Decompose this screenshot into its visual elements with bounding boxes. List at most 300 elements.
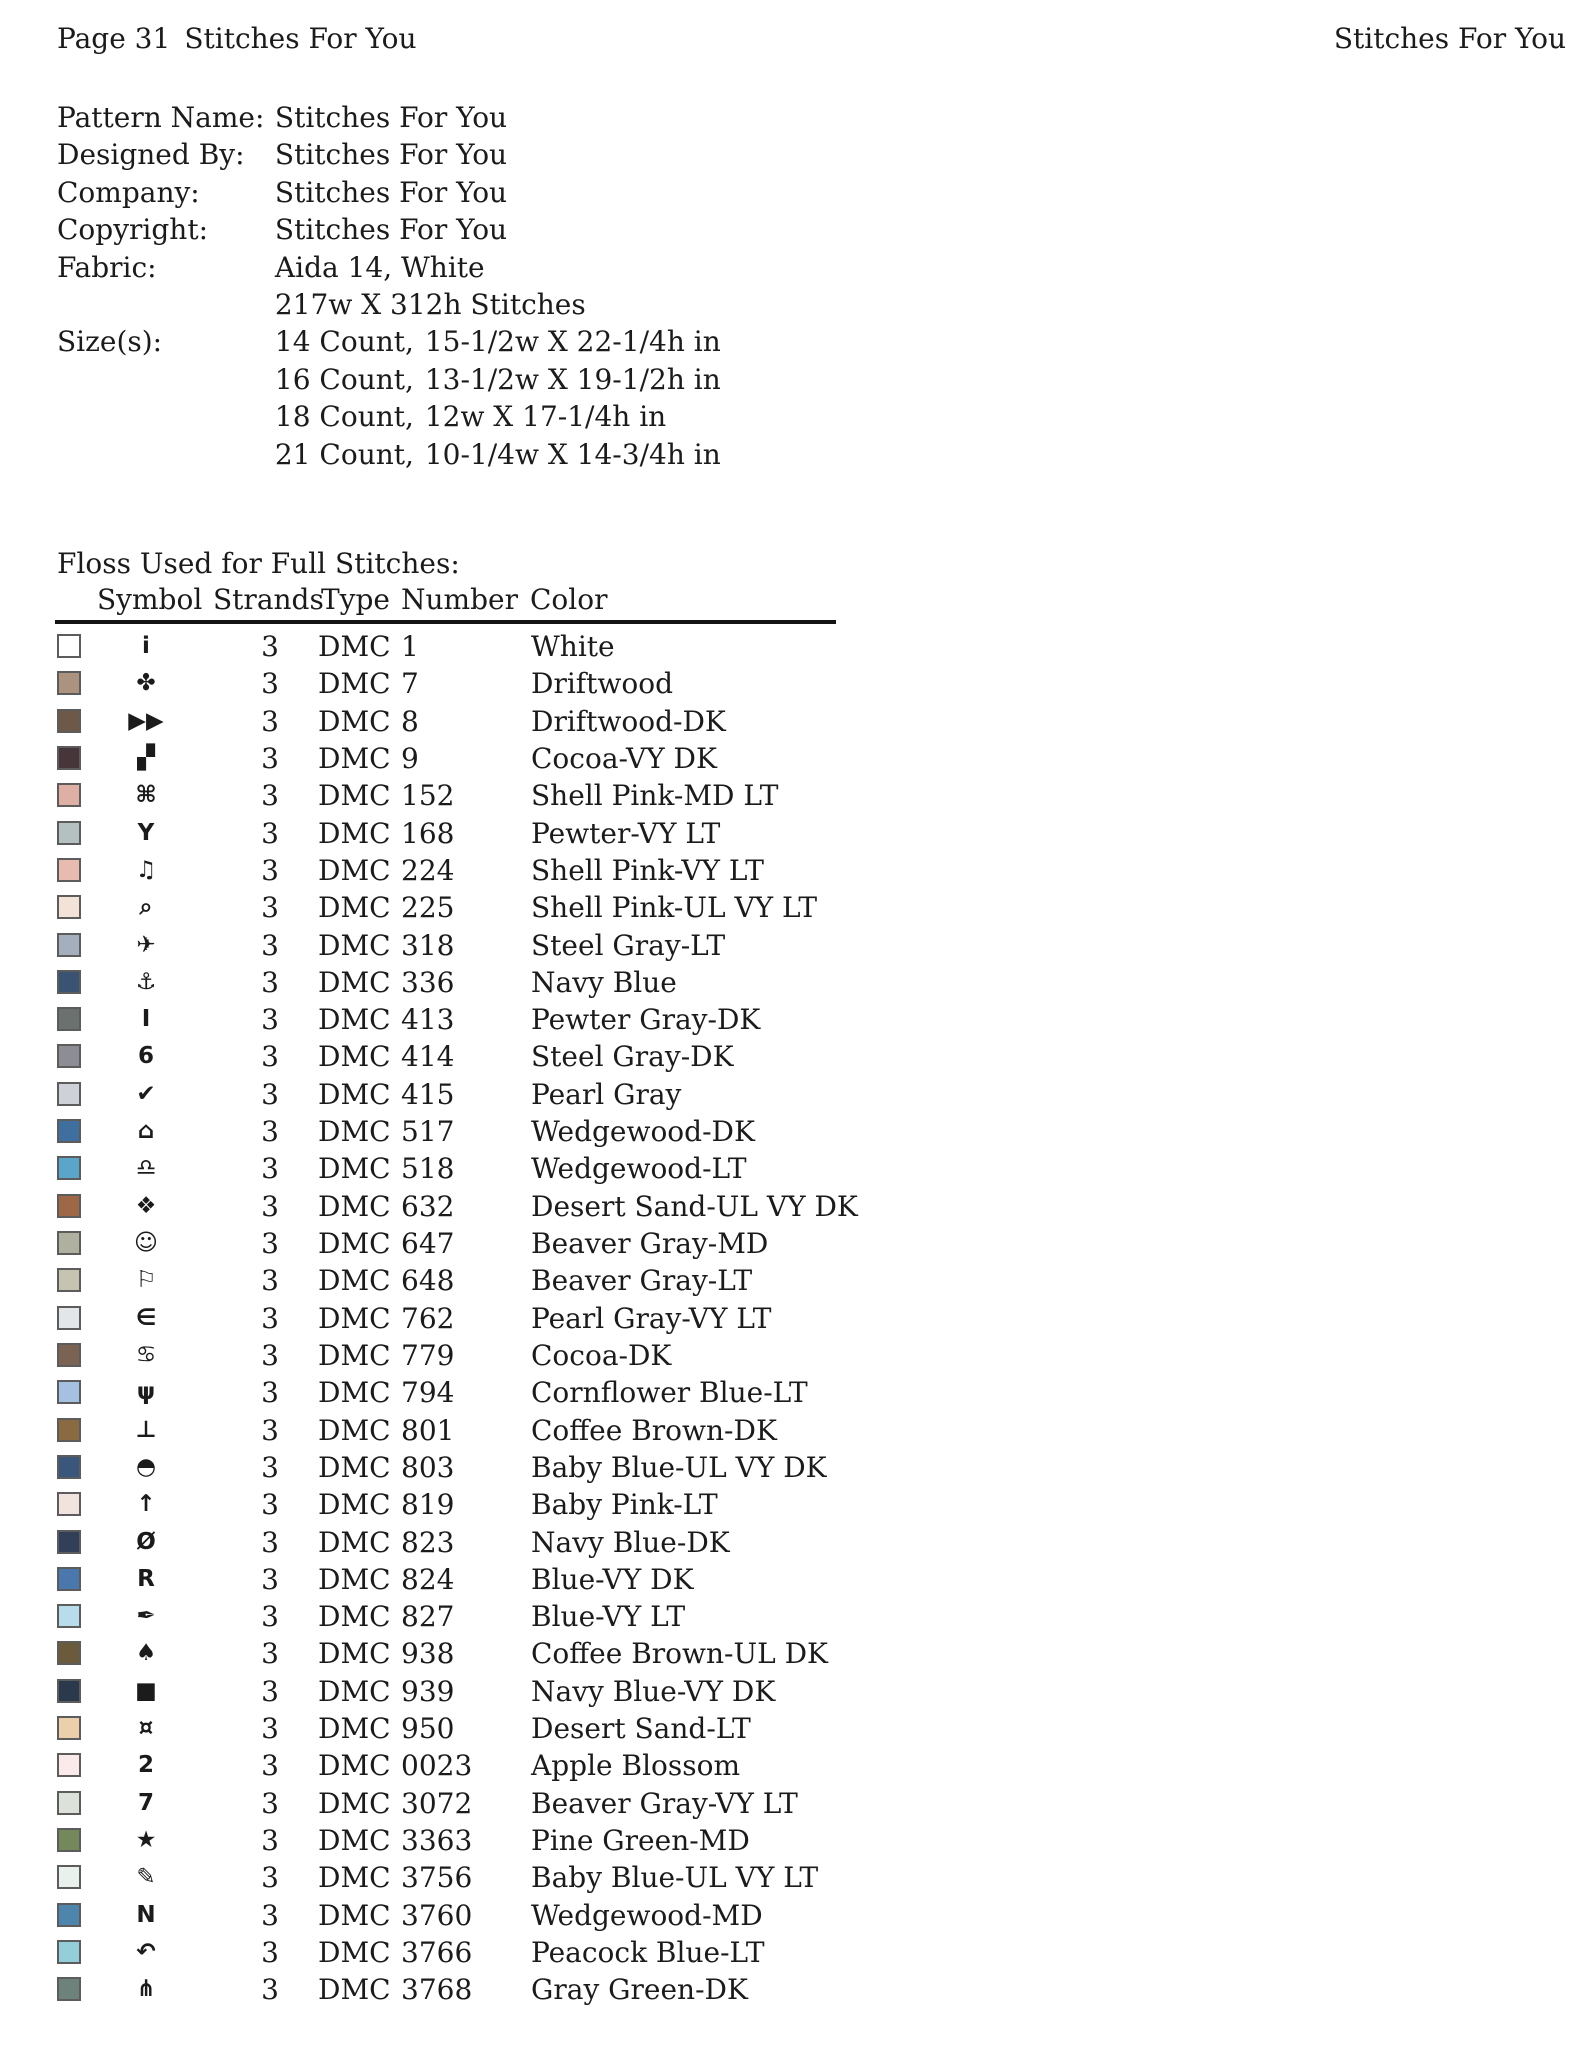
floss-strands-value: 3 — [261, 1935, 279, 1969]
floss-color-name: Desert Sand-LT — [531, 1712, 751, 1746]
floss-row — [0, 1934, 1588, 1971]
stitch-symbol: ◓ — [135, 1453, 157, 1480]
floss-color-name: Navy Blue-DK — [531, 1525, 730, 1559]
floss-color-swatch — [57, 821, 81, 845]
floss-strands-value: 3 — [261, 891, 279, 925]
stitch-symbol: ⋔ — [136, 1976, 156, 2003]
floss-color-swatch — [57, 1156, 81, 1180]
floss-color-name: White — [531, 630, 615, 663]
floss-strands-value: 3 — [261, 1152, 279, 1186]
pattern-size-row — [57, 361, 721, 398]
floss-strands-value: 3 — [261, 1898, 279, 1932]
column-header-number: Number — [401, 583, 518, 616]
floss-row — [0, 1337, 1588, 1374]
floss-color-name: Steel Gray-DK — [531, 1040, 734, 1074]
floss-type-value: DMC — [318, 1264, 391, 1298]
stitch-symbol: ❖ — [135, 1192, 157, 1219]
floss-strands-value: 3 — [261, 1786, 279, 1820]
floss-color-swatch — [57, 783, 81, 807]
floss-number-value: 336 — [401, 965, 455, 999]
floss-strands-value: 3 — [261, 741, 279, 775]
floss-type-value: DMC — [318, 1861, 391, 1895]
floss-row — [0, 1486, 1588, 1523]
stitch-symbol: ⌂ — [137, 1118, 155, 1145]
floss-strands-value: 3 — [261, 928, 279, 962]
floss-color-name: Shell Pink-MD LT — [531, 779, 779, 813]
floss-color-name: Wedgewood-MD — [531, 1898, 763, 1932]
floss-color-swatch — [57, 1082, 81, 1106]
floss-color-name: Wedgewood-DK — [531, 1115, 755, 1149]
floss-number-value: 415 — [401, 1077, 455, 1111]
pattern-info-rows — [57, 99, 721, 323]
floss-row — [0, 628, 1588, 665]
floss-type-value: DMC — [318, 1824, 391, 1857]
floss-row — [0, 815, 1588, 852]
floss-number-value: 779 — [401, 1338, 455, 1372]
stitch-symbol: ⊥ — [135, 1416, 157, 1443]
floss-type-value: DMC — [318, 1600, 391, 1634]
floss-color-swatch — [57, 1044, 81, 1068]
floss-color-swatch — [57, 970, 81, 994]
floss-color-swatch — [57, 895, 81, 919]
floss-type-value: DMC — [318, 1749, 391, 1783]
floss-number-value: 939 — [401, 1674, 455, 1708]
floss-color-name: Beaver Gray-LT — [531, 1264, 753, 1298]
floss-number-value: 7 — [401, 667, 419, 701]
stitch-symbol: ♋ — [135, 1341, 157, 1368]
info-field-value: Stitches For You — [274, 138, 508, 172]
floss-strands-value: 3 — [261, 1712, 279, 1746]
floss-row — [0, 740, 1588, 777]
floss-strands-value: 3 — [261, 1525, 279, 1559]
pattern-sizes-rows — [57, 323, 721, 473]
floss-number-value: 632 — [401, 1189, 455, 1223]
column-header-strands: Strands — [213, 583, 324, 616]
floss-table-header — [0, 583, 1588, 620]
info-field-value: Stitches For You — [274, 213, 508, 247]
floss-color-swatch — [57, 1716, 81, 1740]
floss-type-value: DMC — [318, 741, 391, 775]
floss-number-value: 827 — [401, 1600, 455, 1634]
pattern-size-row — [57, 436, 721, 473]
pattern-info-row — [57, 99, 721, 136]
floss-type-value: DMC — [318, 853, 391, 887]
stitch-symbol: ☺ — [134, 1230, 158, 1256]
floss-number-value: 801 — [401, 1413, 455, 1447]
floss-color-swatch — [57, 933, 81, 957]
stitch-symbol: Y — [137, 819, 155, 846]
size-field-label: Size(s): — [57, 325, 163, 359]
pattern-info-row — [57, 136, 721, 173]
floss-color-name: Driftwood-DK — [531, 704, 726, 738]
stitch-symbol: 6 — [137, 1043, 154, 1070]
floss-type-value: DMC — [318, 1450, 391, 1484]
column-header-symbol: Symbol — [97, 583, 203, 616]
floss-row — [0, 1785, 1588, 1822]
floss-row — [0, 889, 1588, 926]
floss-strands-value: 3 — [261, 1301, 279, 1335]
floss-row — [0, 1412, 1588, 1449]
floss-color-name: Pewter-VY LT — [531, 816, 721, 850]
floss-number-value: 225 — [401, 891, 455, 925]
stitch-symbol: ψ — [136, 1379, 156, 1406]
size-count: 18 Count, — [274, 400, 414, 434]
floss-number-value: 518 — [401, 1152, 455, 1186]
floss-color-swatch — [57, 1567, 81, 1591]
page-header-left — [57, 22, 417, 55]
floss-row — [0, 1150, 1588, 1187]
floss-row — [0, 1747, 1588, 1784]
floss-color-name: Cocoa-DK — [531, 1338, 672, 1372]
floss-strands-value: 3 — [261, 1227, 279, 1260]
pattern-info-block — [57, 99, 721, 473]
floss-color-name: Baby Blue-UL VY DK — [531, 1450, 827, 1484]
floss-type-value: DMC — [318, 779, 391, 813]
stitch-symbol: ✔ — [136, 1080, 156, 1107]
floss-color-name: Navy Blue-VY DK — [531, 1674, 776, 1708]
info-field-value: 217w X 312h Stitches — [274, 287, 586, 321]
floss-strands-value: 3 — [261, 853, 279, 887]
floss-row — [0, 1262, 1588, 1299]
floss-row — [0, 1971, 1588, 2008]
floss-number-value: 3766 — [401, 1935, 473, 1969]
floss-number-value: 3768 — [401, 1973, 473, 2007]
pattern-size-row — [57, 323, 721, 360]
floss-number-value: 824 — [401, 1562, 455, 1596]
floss-color-name: Steel Gray-LT — [531, 928, 726, 962]
floss-type-value: DMC — [318, 965, 391, 999]
stitch-symbol: I — [141, 1006, 151, 1033]
floss-type-value: DMC — [318, 1338, 391, 1372]
pattern-info-row — [57, 249, 721, 286]
floss-strands-value: 3 — [261, 1637, 279, 1671]
stitch-symbol: ⚓ — [135, 968, 157, 995]
floss-type-value: DMC — [318, 1152, 391, 1186]
floss-color-name: Pine Green-MD — [531, 1824, 750, 1857]
floss-number-value: 647 — [401, 1227, 455, 1260]
floss-number-value: 938 — [401, 1637, 455, 1671]
floss-strands-value: 3 — [261, 1264, 279, 1298]
stitch-symbol: ⌘ — [135, 782, 157, 809]
floss-type-value: DMC — [318, 1040, 391, 1074]
size-dimensions: 12w X 17-1/4h in — [424, 400, 667, 434]
floss-type-value: DMC — [318, 816, 391, 850]
column-header-type: Type — [321, 583, 390, 616]
floss-color-swatch — [57, 1940, 81, 1964]
floss-number-value: 3756 — [401, 1861, 473, 1895]
floss-strands-value: 3 — [261, 1749, 279, 1783]
floss-color-name: Cornflower Blue-LT — [531, 1376, 808, 1410]
floss-color-swatch — [57, 671, 81, 695]
info-field-value: Stitches For You — [274, 101, 508, 134]
floss-type-value: DMC — [318, 1376, 391, 1410]
floss-strands-value: 3 — [261, 1450, 279, 1484]
floss-strands-value: 3 — [261, 1562, 279, 1596]
stitch-symbol: ↶ — [136, 1938, 156, 1965]
floss-strands-value: 3 — [261, 1413, 279, 1447]
floss-color-swatch — [57, 1343, 81, 1367]
floss-color-swatch — [57, 1380, 81, 1404]
floss-number-value: 648 — [401, 1264, 455, 1298]
stitch-symbol: i — [142, 633, 150, 659]
floss-color-name: Beaver Gray-MD — [531, 1227, 769, 1260]
floss-type-value: DMC — [318, 1712, 391, 1746]
floss-row — [0, 777, 1588, 814]
floss-type-value: DMC — [318, 1488, 391, 1522]
floss-color-name: Pewter Gray-DK — [531, 1003, 761, 1037]
floss-type-value: DMC — [318, 1115, 391, 1149]
stitch-symbol: ✎ — [136, 1864, 156, 1891]
floss-strands-value: 3 — [261, 1338, 279, 1372]
floss-row — [0, 1225, 1588, 1262]
floss-number-value: 794 — [401, 1376, 455, 1410]
floss-row — [0, 1897, 1588, 1934]
floss-row — [0, 1561, 1588, 1598]
stitch-symbol: ▞ — [137, 744, 155, 771]
floss-color-swatch — [57, 1791, 81, 1815]
floss-color-swatch — [57, 1455, 81, 1479]
floss-number-value: 413 — [401, 1003, 455, 1037]
floss-color-name: Baby Pink-LT — [531, 1488, 718, 1522]
floss-type-value: DMC — [318, 630, 391, 663]
floss-type-value: DMC — [318, 1227, 391, 1260]
size-dimensions: 15-1/2w X 22-1/4h in — [424, 325, 721, 359]
floss-row — [0, 852, 1588, 889]
floss-type-value: DMC — [318, 1525, 391, 1559]
floss-color-name: Desert Sand-UL VY DK — [531, 1189, 858, 1223]
floss-color-name: Baby Blue-UL VY LT — [531, 1861, 819, 1895]
floss-color-swatch — [57, 1306, 81, 1330]
floss-color-name: Coffee Brown-DK — [531, 1413, 777, 1447]
floss-color-name: Driftwood — [531, 667, 674, 701]
size-dimensions: 10-1/4w X 14-3/4h in — [424, 437, 721, 471]
floss-strands-value: 3 — [261, 1488, 279, 1522]
pattern-size-row — [57, 398, 721, 435]
floss-color-name: Shell Pink-VY LT — [531, 853, 764, 887]
info-field-value: Aida 14, White — [274, 250, 485, 284]
floss-color-name: Apple Blossom — [531, 1749, 741, 1783]
floss-strands-value: 3 — [261, 1115, 279, 1149]
floss-row — [0, 1038, 1588, 1075]
floss-row — [0, 1113, 1588, 1150]
pattern-info-row — [57, 174, 721, 211]
floss-color-swatch — [57, 1865, 81, 1889]
floss-type-value: DMC — [318, 891, 391, 925]
floss-strands-value: 3 — [261, 704, 279, 738]
floss-color-swatch — [57, 1530, 81, 1554]
floss-color-swatch — [57, 1753, 81, 1777]
info-field-label: Company: — [57, 175, 200, 209]
floss-type-value: DMC — [318, 1003, 391, 1037]
floss-row — [0, 665, 1588, 702]
floss-color-swatch — [57, 709, 81, 733]
size-count: 16 Count, — [274, 362, 414, 396]
floss-number-value: 8 — [401, 704, 419, 738]
stitch-symbol: ¤ — [138, 1715, 154, 1742]
floss-color-swatch — [57, 1194, 81, 1218]
floss-type-value: DMC — [318, 1189, 391, 1223]
floss-strands-value: 3 — [261, 1674, 279, 1708]
floss-strands-value: 3 — [261, 1600, 279, 1634]
floss-number-value: 3072 — [401, 1786, 473, 1820]
floss-row — [0, 1374, 1588, 1411]
floss-strands-value: 3 — [261, 1003, 279, 1037]
floss-number-value: 517 — [401, 1115, 455, 1149]
floss-color-swatch — [57, 858, 81, 882]
info-field-label: Pattern Name: — [57, 101, 265, 134]
floss-row — [0, 927, 1588, 964]
floss-strands-value: 3 — [261, 779, 279, 813]
floss-color-swatch — [57, 1268, 81, 1292]
stitch-symbol: ■ — [135, 1677, 157, 1704]
floss-strands-value: 3 — [261, 816, 279, 850]
floss-type-value: DMC — [318, 667, 391, 701]
floss-strands-value: 3 — [261, 1189, 279, 1223]
info-field-label: Fabric: — [57, 250, 157, 284]
floss-row — [0, 1859, 1588, 1896]
info-field-label: Designed By: — [57, 138, 245, 172]
stitch-symbol: ✒ — [136, 1603, 156, 1630]
floss-number-value: 168 — [401, 816, 455, 850]
floss-color-name: Shell Pink-UL VY LT — [531, 891, 818, 925]
floss-color-swatch — [57, 1604, 81, 1628]
header-title-right: Stitches For You — [1333, 22, 1566, 55]
floss-color-swatch — [57, 746, 81, 770]
pattern-info-row — [57, 286, 721, 323]
floss-number-value: 803 — [401, 1450, 455, 1484]
floss-color-name: Cocoa-VY DK — [531, 741, 717, 775]
floss-color-swatch — [57, 1679, 81, 1703]
floss-color-swatch — [57, 1641, 81, 1665]
floss-strands-value: 3 — [261, 1861, 279, 1895]
floss-color-swatch — [57, 1977, 81, 2001]
info-field-value: Stitches For You — [274, 175, 508, 209]
floss-number-value: 762 — [401, 1301, 455, 1335]
column-header-color: Color — [530, 583, 608, 616]
stitch-symbol: 7 — [137, 1789, 154, 1816]
floss-number-value: 152 — [401, 779, 455, 813]
stitch-symbol: ↑ — [136, 1491, 156, 1518]
floss-number-value: 9 — [401, 741, 419, 775]
floss-color-name: Peacock Blue-LT — [531, 1935, 765, 1969]
floss-type-value: DMC — [318, 1786, 391, 1820]
floss-number-value: 318 — [401, 928, 455, 962]
stitch-symbol: ⌕ — [139, 894, 153, 921]
stitch-symbol: ♠ — [135, 1640, 157, 1667]
floss-color-name: Pearl Gray-VY LT — [531, 1301, 772, 1335]
floss-color-swatch — [57, 1903, 81, 1927]
floss-table-rows — [0, 628, 1588, 2009]
floss-row — [0, 1524, 1588, 1561]
floss-number-value: 414 — [401, 1040, 455, 1074]
floss-color-name: Beaver Gray-VY LT — [531, 1786, 798, 1820]
floss-color-name: Navy Blue — [531, 965, 677, 999]
floss-row — [0, 1598, 1588, 1635]
floss-number-value: 950 — [401, 1712, 455, 1746]
floss-row — [0, 1300, 1588, 1337]
floss-type-value: DMC — [318, 1413, 391, 1447]
stitch-symbol: ▶▶ — [128, 707, 164, 734]
floss-number-value: 823 — [401, 1525, 455, 1559]
pattern-info-row — [57, 211, 721, 248]
stitch-symbol: N — [136, 1901, 156, 1928]
floss-strands-value: 3 — [261, 1376, 279, 1410]
floss-type-value: DMC — [318, 1674, 391, 1708]
page-number-label: Page 31 — [57, 22, 171, 55]
floss-strands-value: 3 — [261, 1973, 279, 2007]
floss-strands-value: 3 — [261, 1040, 279, 1074]
floss-strands-value: 3 — [261, 1077, 279, 1111]
floss-color-name: Coffee Brown-UL DK — [531, 1637, 828, 1671]
floss-row — [0, 964, 1588, 1001]
size-count: 21 Count, — [274, 437, 414, 471]
floss-color-swatch — [57, 1418, 81, 1442]
floss-color-swatch — [57, 1492, 81, 1516]
table-header-divider — [55, 620, 836, 624]
floss-type-value: DMC — [318, 1973, 391, 2007]
floss-type-value: DMC — [318, 1637, 391, 1671]
stitch-symbol: 2 — [137, 1752, 154, 1779]
floss-row — [0, 1635, 1588, 1672]
floss-number-value: 1 — [401, 630, 419, 663]
floss-type-value: DMC — [318, 1898, 391, 1932]
floss-row — [0, 1076, 1588, 1113]
floss-color-swatch — [57, 634, 81, 658]
floss-table-title: Floss Used for Full Stitches: — [57, 547, 460, 580]
floss-color-swatch — [57, 1828, 81, 1852]
floss-color-swatch — [57, 1231, 81, 1255]
floss-number-value: 3760 — [401, 1898, 473, 1932]
floss-row — [0, 1188, 1588, 1225]
floss-number-value: 0023 — [401, 1749, 473, 1783]
stitch-symbol: ✤ — [136, 670, 156, 697]
stitch-symbol: ★ — [135, 1827, 157, 1853]
floss-type-value: DMC — [318, 704, 391, 738]
floss-row — [0, 1710, 1588, 1747]
floss-row — [0, 1673, 1588, 1710]
floss-color-name: Blue-VY DK — [531, 1562, 694, 1596]
floss-strands-value: 3 — [261, 1824, 279, 1857]
floss-color-swatch — [57, 1007, 81, 1031]
stitch-symbol: R — [137, 1565, 155, 1592]
floss-row — [0, 1001, 1588, 1038]
floss-color-name: Pearl Gray — [531, 1077, 682, 1111]
floss-number-value: 3363 — [401, 1824, 473, 1857]
floss-row — [0, 1822, 1588, 1859]
stitch-symbol: ∈ — [135, 1304, 157, 1331]
floss-color-name: Blue-VY LT — [531, 1600, 686, 1634]
header-title-left: Stitches For You — [184, 22, 417, 55]
floss-strands-value: 3 — [261, 630, 279, 663]
floss-type-value: DMC — [318, 1077, 391, 1111]
floss-type-value: DMC — [318, 928, 391, 962]
floss-color-name: Wedgewood-LT — [531, 1152, 747, 1186]
floss-color-swatch — [57, 1119, 81, 1143]
stitch-symbol: Ø — [136, 1528, 156, 1555]
info-field-label: Copyright: — [57, 213, 209, 247]
floss-color-name: Gray Green-DK — [531, 1973, 748, 2007]
floss-strands-value: 3 — [261, 667, 279, 701]
size-dimensions: 13-1/2w X 19-1/2h in — [424, 362, 721, 396]
floss-type-value: DMC — [318, 1301, 391, 1335]
stitch-symbol: ♎ — [135, 1155, 157, 1182]
floss-type-value: DMC — [318, 1935, 391, 1969]
floss-number-value: 224 — [401, 853, 455, 887]
stitch-symbol: ♫ — [135, 856, 157, 883]
stitch-symbol: ⚐ — [135, 1267, 157, 1294]
floss-row — [0, 1449, 1588, 1486]
floss-row — [0, 703, 1588, 740]
